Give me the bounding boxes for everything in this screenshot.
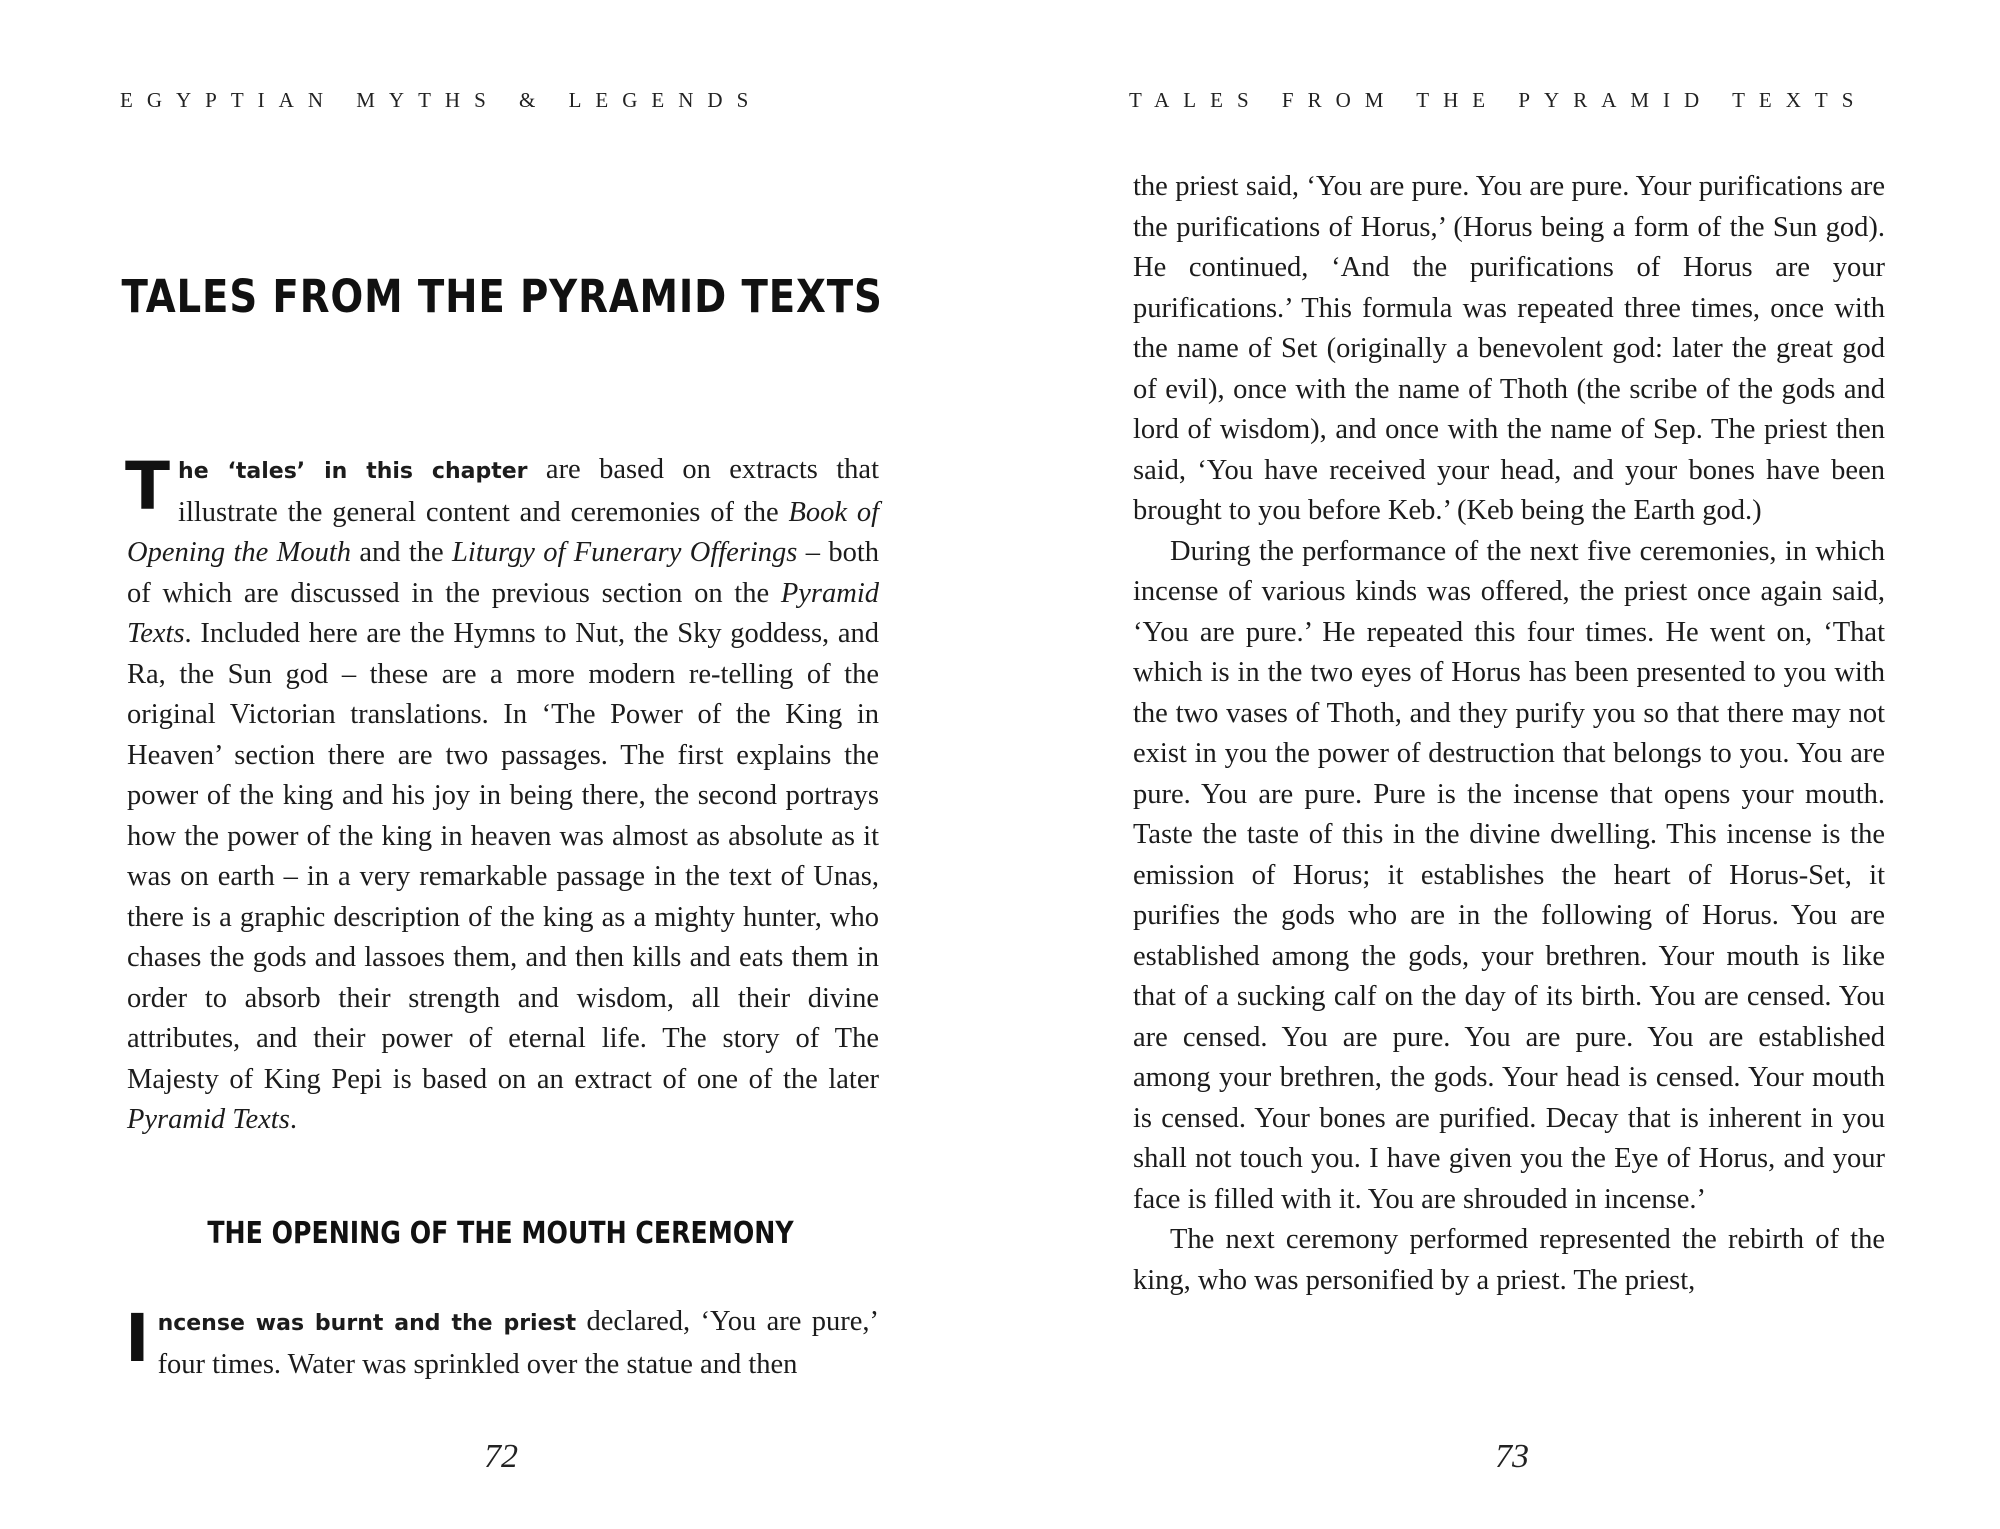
section-title: THE OPENING OF THE MOUTH CEREMONY [207, 1216, 794, 1251]
running-head: TALES FROM THE PYRAMID TEXTS [1129, 88, 1868, 112]
lead-in-text: he ‘tales’ in this chapter [178, 459, 528, 484]
running-head: EGYPTIAN MYTHS & LEGENDS [120, 88, 763, 112]
paragraph: The next ceremony performed represented the rebirth of the king, who was personified by a priest. The priest, [1133, 1224, 1885, 1296]
body-text: declared, ‘You are pure,’ four times. Water was sprinkled over the statue and then [157, 1306, 880, 1380]
body-text: and the [351, 537, 453, 568]
paragraph: During the performance of the next five ceremonies, in which incense of various kinds was offered, the priest once again said, ‘You are pure.’ He repeated this four times. He went on, ‘That which is in the two eyes of Horus has been presented to you with the two vases of Thoth, and they purify you so that there may not exist in you the power of destruction that belongs to you. You are pure. You are pure. Pure is the incense that opens your mouth. Taste the taste of this in the divine dwelling. This incense is the emission of Horus; it establishes the heart of Horus-Set, it purifies the gods who are in the following of Horus. You are established among the gods, your brethren. Your mouth is like that of a sucking calf on the day of its birth. You are censed. You are censed. You are pure. You are pure. You are established among your brethren, the gods. Your head is censed. Your mouth is censed. Your bones are purified. Decay that is inherent in you shall not touch you. I have given you the Eye of Horus, and your face is filled with it. You are shrouded in incense.’ [1133, 535, 1885, 1215]
page-number: 73 [1495, 1438, 1529, 1475]
chapter-title: TALES FROM THE PYRAMID TEXTS [121, 270, 883, 323]
book-title: Pyramid Texts [127, 1104, 290, 1135]
body-text: . [289, 1104, 297, 1135]
body-text: – both of which are discussed in the previous section on the [127, 537, 879, 609]
book-title: Book of Opening the Mouth [127, 496, 879, 568]
body-text-block [1133, 167, 1885, 1301]
paragraph: the priest said, ‘You are pure. You are pure. Your purifications are the purifications of Horus,’ (Horus being a form of the Sun god). He continued, ‘And the purifications of Horus are your purifications.’ This formula was repeated three times, once with the name of Set (originally a benevolent god: later the great god of evil), once with the name of Thoth (the scribe of the gods and lord of wisdom), and once with the name of Sep. The priest then said, ‘You have received your head, and your bones have been brought to you before Keb.’ (Keb being the Earth god.) [1133, 171, 1885, 526]
section-paragraph [127, 1302, 879, 1385]
right-page [1000, 0, 2000, 1529]
drop-cap: T [125, 448, 171, 525]
intro-paragraph [127, 450, 879, 1141]
drop-cap: I [125, 1300, 150, 1377]
body-text: . Included here are the Hymns to Nut, the Sky goddess, and Ra, the Sun god – these are a more modern re-telling of the original Victorian translations. In ‘The Power of the King in Heaven’ section there are two passages. The first explains the power of the king and his joy in being there, the second portrays how the power of the king in heaven was almost as absolute as it was on earth – in a very remarkable passage in the text of Unas, there is a graphic description of the king as a mighty hunter, who chases the gods and lassoes them, and then kills and eats them in order to absorb their strength and wisdom, all their divine attributes, and their power of eternal life. The story of The Majesty of King Pepi is based on an extract of one of the later [127, 618, 879, 1095]
body-text: are based on extracts that illustrate the general content and ceremonies of the [178, 454, 879, 528]
book-title: Pyramid Texts [127, 577, 879, 649]
book-title: Liturgy of Funerary Offerings [452, 537, 798, 568]
page-number: 72 [484, 1438, 518, 1475]
lead-in-text: ncense was burnt and the priest [157, 1311, 577, 1336]
